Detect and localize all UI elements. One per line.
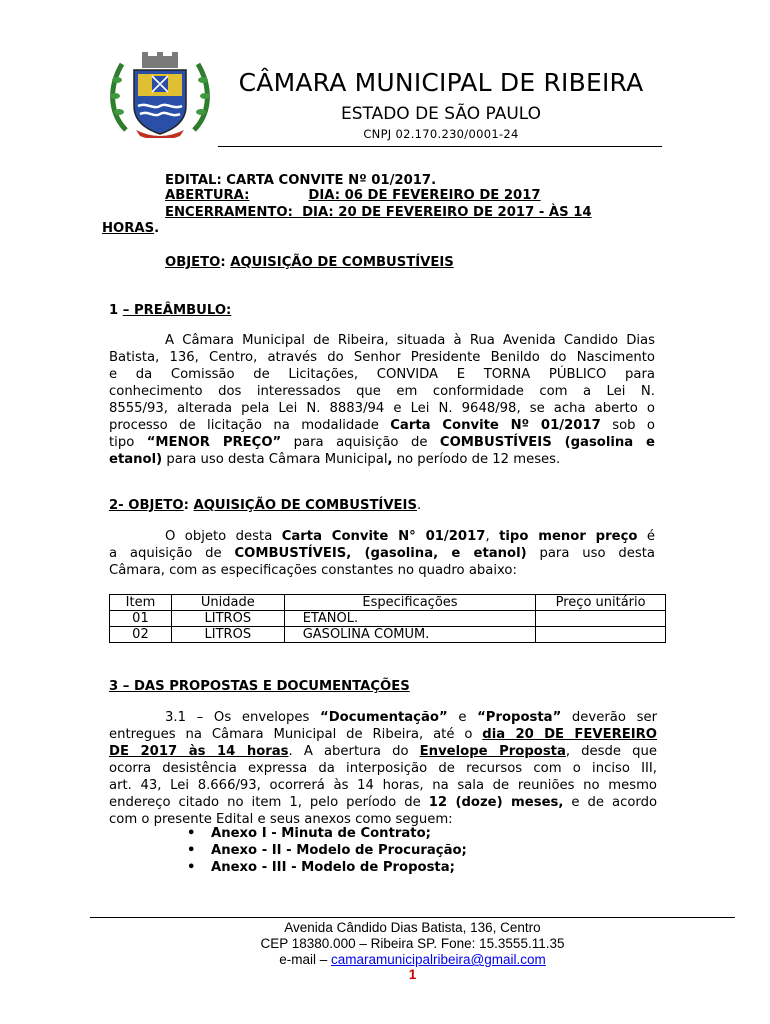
table-row [110,611,666,627]
edital-line: EDITAL: CARTA CONVITE Nº 01/2017. [165,173,437,188]
email-label: e-mail – [279,952,331,967]
table-cell: ETANOL. [284,611,536,627]
anexos-list [187,825,467,876]
table-cell: LITROS [171,627,284,643]
table-cell: GASOLINA COMUM. [284,627,536,643]
objeto-label: OBJETO [165,255,221,270]
paragraph-line: Câmara, com as especificações constantes no quadro abaixo: [109,563,517,578]
paragraph-line: processo de licitação na modalidade Carta Convite Nº 01/2017 sob o [109,418,655,433]
list-item: • Anexo I - Minuta de Contrato; [187,826,431,841]
encerramento-value: DIA: 20 DE FEVEREIRO DE 2017 - ÀS 14 [302,205,592,220]
table-cell [536,627,666,643]
email-link[interactable]: camaramunicipalribeira@gmail.com [330,952,546,967]
list-item: • Anexo - III - Modelo de Proposta; [187,860,455,875]
section-3-body [109,709,657,828]
section-1-number: 1 [109,303,123,318]
table-cell: 01 [110,611,172,627]
horas-text: HORAS [102,221,155,236]
coat-of-arms-icon [106,50,214,138]
state-subtitle: ESTADO DE SÃO PAULO [340,104,542,124]
column-header-especificacoes: Especificações [284,595,536,611]
bullet-icon: • [187,860,196,875]
footer-divider [90,917,735,918]
objeto-line [165,254,454,271]
paragraph-line: a aquisição de COMBUSTÍVEIS, (gasolina, e etanol) para uso desta [109,546,655,561]
institution-title: CÂMARA MUNICIPAL DE RIBEIRA [238,68,644,97]
encerramento-line [165,204,592,221]
column-header-item: Item [110,595,172,611]
table-header-row [110,595,666,611]
paragraph-line: A Câmara Municipal de Ribeira, situada à Rua Avenida Candido Dias [165,333,655,348]
list-item: • Anexo - II - Modelo de Procuração; [187,843,467,858]
paragraph-line: 3.1 – Os envelopes “Documentação” e “Proposta” deverão ser [165,710,657,725]
table-cell: 02 [110,627,172,643]
header-divider [218,146,662,147]
section-2-heading: 2- OBJETO: AQUISIÇÃO DE COMBUSTÍVEIS. [109,498,422,513]
cnpj-number: CNPJ 02.170.230/0001-24 [363,127,519,141]
section-1-heading [109,302,231,319]
paragraph-line: 8555/93, alterada pela Lei N. 8883/94 e Lei N. 9648/98, se acha aberto o [109,401,655,416]
section-2-subject: AQUISIÇÃO DE COMBUSTÍVEIS [193,498,417,513]
specifications-table [109,594,666,643]
paragraph-line: O objeto desta Carta Convite N° 01/2017, tipo menor preço é [165,529,655,544]
section-3-heading: 3 – DAS PROPOSTAS E DOCUMENTAÇÕES [109,679,410,694]
section-1-body [109,332,655,468]
column-header-unidade: Unidade [171,595,284,611]
encerramento-label: ENCERRAMENTO: [165,205,293,220]
abertura-line [165,187,541,204]
paragraph-line: Batista, 136, Centro, através do Senhor Presidente Benildo do Nascimento [109,350,655,365]
table-row [110,627,666,643]
abertura-label: ABERTURA: [165,188,250,203]
paragraph-line: ocorra desistência expressa da interposição de recursos com o inciso III, [109,761,657,776]
footer-email-line [90,952,735,967]
table-cell [536,611,666,627]
abertura-value: DIA: 06 DE FEVEREIRO DE 2017 [308,188,541,203]
section-2-body [109,528,655,579]
horas-line [102,220,159,237]
page-number: 1 [408,967,417,982]
bullet-icon: • [187,826,196,841]
column-header-preco: Preço unitário [536,595,666,611]
table-cell: LITROS [171,611,284,627]
horas-dot: . [154,221,160,236]
objeto-value: AQUISIÇÃO DE COMBUSTÍVEIS [230,255,454,270]
paragraph-line: com o presente Edital e seus anexos como seguem: [109,812,453,827]
bullet-icon: • [187,843,196,858]
paragraph-line: art. 43, Lei 8.666/93, ocorrerá às 14 horas, na sala de reuniões no mesmo [109,778,657,793]
paragraph-line: entregues na Câmara Municipal de Ribeira, até o dia 20 DE FEVEREIRO [109,727,658,742]
paragraph-line: tipo “MENOR PREÇO” para aquisição de COMBUSTÍVEIS (gasolina e [109,435,655,450]
paragraph-line: DE 2017 às 14 horas. A abertura do Envelope Proposta, desde que [109,744,657,759]
section-2-title: 2- OBJETO [109,498,184,513]
paragraph-line: e da Comissão de Licitações, CONVIDA E TORNA PÚBLICO para [109,367,655,382]
section-1-title: – PREÂMBULO: [122,303,232,318]
footer-address: Avenida Cândido Dias Batista, 136, Centro [284,920,541,935]
footer-cep-phone: CEP 18380.000 – Ribeira SP. Fone: 15.3555.11.35 [260,936,565,951]
paragraph-line: etanol) para uso desta Câmara Municipal, no período de 12 meses. [109,452,561,467]
paragraph-line: endereço citado no item 1, pelo período de 12 (doze) meses, e de acordo [109,795,658,810]
objeto-sep: : [220,255,231,270]
paragraph-line: conhecimento dos interessados que em conformidade com a Lei N. [109,384,655,399]
